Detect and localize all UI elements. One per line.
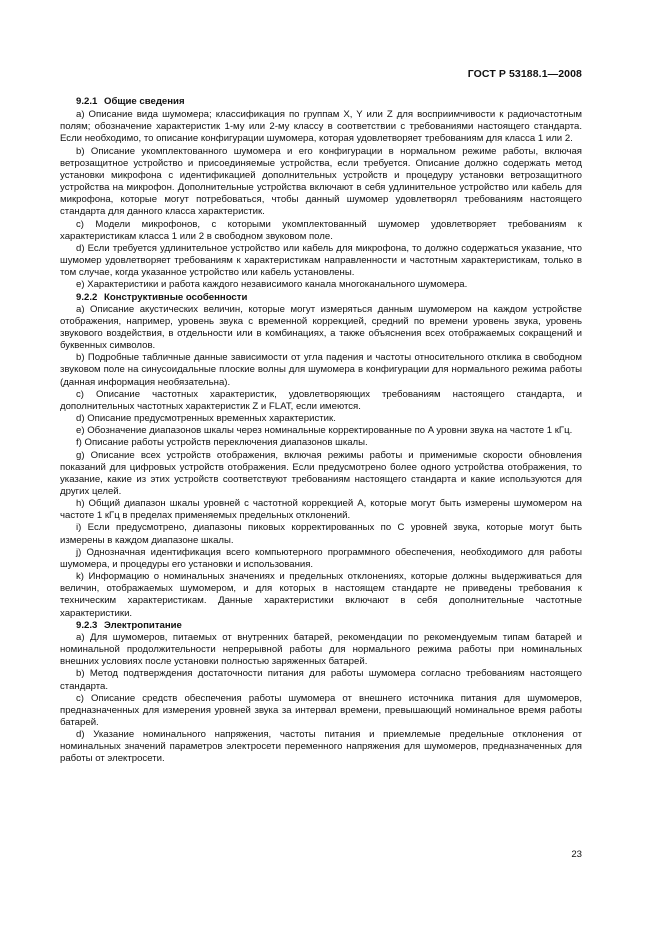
paragraph: d) Если требуется удлинительное устройство или кабель для микрофона, то должно содержаться указание, что шумомер удовлетворяет требованиям к характеристикам направленности и частотным характеристикам, только в том случае, когда указанное устройство или кабель установлены.: [60, 242, 582, 279]
paragraph: d) Описание предусмотренных временных характеристик.: [76, 413, 336, 425]
section-heading: [60, 292, 582, 304]
paragraph: e) Характеристики и работа каждого независимого канала многоканального шумомера.: [76, 279, 468, 291]
paragraph: b) Подробные табличные данные зависимости от угла падения и частоты относительного отклика в свободном звуковом поле на синусоидальные плоские волны для шумомера в конфигурации для нормального режима работы (данная информация необязательна).: [60, 352, 582, 388]
section-heading: [60, 96, 582, 108]
section-number: 9.2.2: [76, 291, 98, 303]
page-number: 23: [571, 849, 582, 860]
paragraph: c) Модели микрофонов, с которыми укомплектованный шумомер удовлетворяет требованиям к характеристикам класса 1 или 2 в свободном звуковом поле.: [60, 218, 582, 242]
paragraph: i) Если предусмотрено, диапазоны пиковых корректированных по C уровней звука, которые могут быть измерены в каждом диапазоне шкалы.: [60, 522, 582, 546]
paragraph: f) Описание работы устройств переключения диапазонов шкалы.: [76, 437, 368, 449]
paragraph: h) Общий диапазон шкалы уровней с частотной коррекцией A, которые могут быть измерены шумомером на частоте 1 кГц в пределах применяемых предельных отклонений.: [60, 498, 582, 522]
paragraph: b) Метод подтверждения достаточности питания для работы шумомера согласно требованиям настоящего стандарта.: [60, 668, 582, 692]
document-body: [60, 96, 582, 766]
paragraph: b) Описание укомплектованного шумомера и его конфигурации в нормальном режиме работы, включая ветрозащитное устройство и присоединяемые устройства, если требуется. Описание должно содержать метод установки микрофона с идентификацией дополнительных устройств и процедуру установки ветрозащитного устройства на микрофон. Дополнительные устройства включают в себя удлинительное устройство или кабель для микрофона, которые могут потребоваться, чтобы данный шумомер удовлетворял требованиям настоящего стандарта для данного класса характеристик.: [60, 145, 582, 218]
paragraph: j) Однозначная идентификация всего компьютерного программного обеспечения, необходимого для работы шумомера, и процедуры его установки и использования.: [60, 546, 582, 570]
section-title: Конструктивные особенности: [104, 291, 248, 303]
paragraph: c) Описание частотных характеристик, удовлетворяющих требованиям настоящего стандарта, и дополнительных частотных характеристик Z и FLAT, если имеются.: [60, 388, 582, 412]
section-title: Общие сведения: [104, 96, 185, 107]
paragraph: d) Указание номинального напряжения, частоты питания и приемлемые предельные отклонения от номинальных значений параметров электросети переменного напряжения для шумомеров, предназначенных для работы от электросети.: [60, 729, 582, 765]
paragraph: a) Для шумомеров, питаемых от внутренних батарей, рекомендации по рекомендуемым типам батарей и номинальной продолжительности непрерывной работы для нормального режима работы при номинальных внешних условиях после установки полностью заряженных батарей.: [60, 631, 582, 668]
paragraph: k) Информацию о номинальных значениях и предельных отклонениях, которые должны выдерживаться для величин, отображаемых шумомером, и для которых в настоящем стандарте не приведены требования к техническим характеристикам. Данные характеристики включают в себя дополнительные частотные характеристики.: [60, 571, 582, 619]
paragraph: a) Описание акустических величин, которые могут измеряться данным шумомером на каждом устройстве отображения, например, уровень звука с временной коррекцией, средний по времени уровень звука, уровень звукового воздействия, в отдельности или в комбинациях, а также объяснения всех отображаемых сокращений и буквенных символов.: [60, 303, 582, 352]
section-number: 9.2.3: [76, 619, 98, 631]
section-title: Электропитание: [104, 619, 182, 631]
paragraph: a) Описание вида шумомера; классификация по группам X, Y или Z для восприимчивости к радиочастотным полям; обозначение характеристик 1-му или 2-му классу в соответствии с требованиями настоящего стандарта. Если необходимо, то описание конфигурации шумомера, которая удовлетворяет требованиям для класса 1 или 2.: [60, 109, 582, 145]
standard-code: ГОСТ Р 53188.1—2008: [467, 68, 582, 80]
section-heading: [60, 620, 582, 632]
paragraph: c) Описание средств обеспечения работы шумомера от внешнего источника питания для шумомеров, предназначенных для измерения уровней звука за интервал времени, превышающий номинальное время работы батарей.: [60, 692, 582, 728]
paragraph: e) Обозначение диапазонов шкалы через номинальные корректированные по A уровни звука на частоте 1 кГц.: [76, 425, 573, 437]
paragraph: g) Описание всех устройств отображения, включая режимы работы и применимые скорости обновления показаний для цифровых устройств отображения. Если предусмотрено более одного устройства отображения, то указание, какие из этих устройств соответствуют требованиям настоящего стандарта и какие используются для других целей.: [60, 449, 582, 497]
section-number: 9.2.1: [76, 96, 98, 107]
